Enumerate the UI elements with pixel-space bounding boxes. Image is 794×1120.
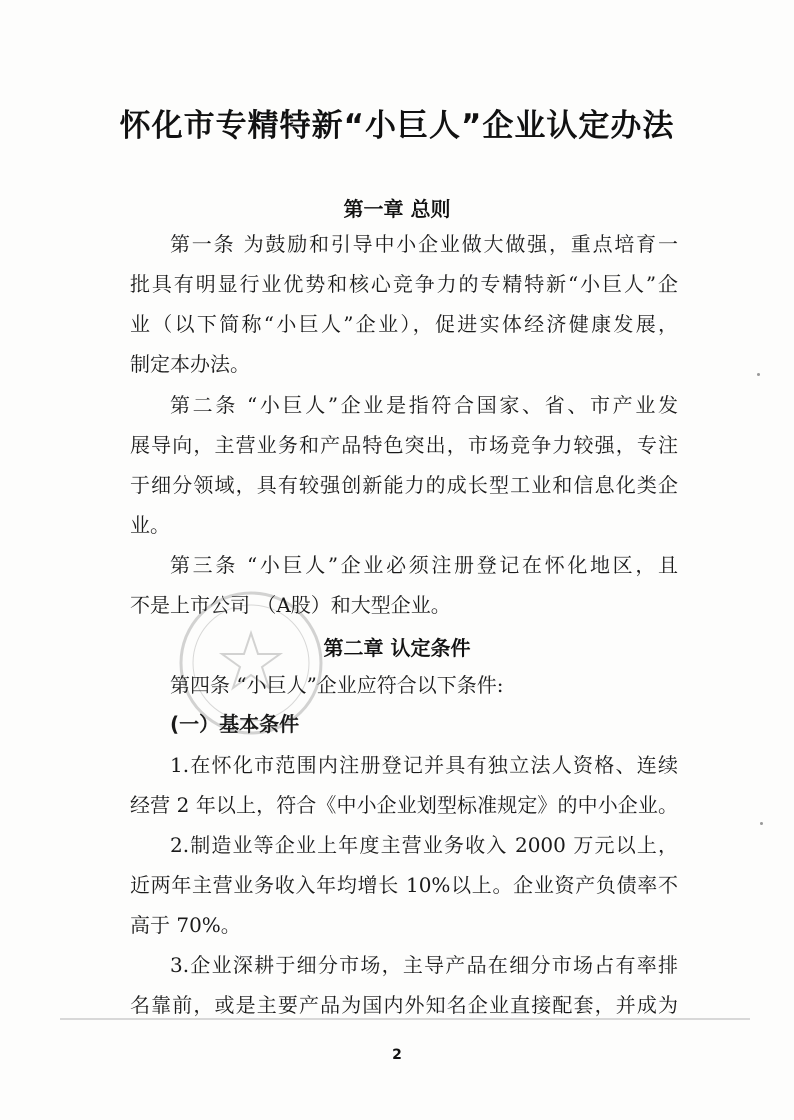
document-title: 怀化市专精特新“小巨人”企业认定办法 [119, 108, 675, 144]
paragraph-line: 批具有明显行业优势和核心竞争力的专精特新“小巨人”企 [130, 272, 678, 296]
paragraph-line: 近两年主营业务收入年均增长 10%以上。企业资产负债率不 [130, 873, 678, 897]
paragraph-line: 名靠前，或是主要产品为国内外知名企业直接配套，并成为 [130, 993, 678, 1017]
paragraph-line: 第四条 “小巨人”企业应符合以下条件: [170, 673, 504, 697]
paragraph-line: 第三条 “小巨人”企业必须注册登记在怀化地区，且 [170, 553, 678, 577]
chapter-heading: 第二章 认定条件 [323, 636, 471, 660]
paragraph-line: 制定本办法。 [130, 352, 250, 376]
paragraph-line: 1.在怀化市范围内注册登记并具有独立法人资格、连续 [170, 753, 678, 777]
page-number: 2 [392, 1047, 402, 1063]
scan-speck [757, 373, 760, 376]
scan-speck [760, 822, 763, 825]
paragraph-line: 业。 [130, 513, 170, 537]
section-heading: (一）基本条件 [170, 712, 300, 736]
paragraph-line: 展导向，主营业务和产品特色突出，市场竞争力较强，专注 [130, 433, 678, 457]
paragraph-line: 不是上市公司 （A股）和大型企业。 [130, 593, 451, 617]
paragraph-line: 经营 2 年以上，符合《中小企业划型标准规定》的中小企业。 [130, 793, 678, 817]
scan-artifact [60, 1018, 750, 1020]
paragraph-line: 3.企业深耕于细分市场，主导产品在细分市场占有率排 [170, 953, 678, 977]
paragraph-line: 第一条 为鼓励和引导中小企业做大做强，重点培育一 [170, 232, 678, 256]
paragraph-line: 业（以下简称“小巨人”企业），促进实体经济健康发展， [130, 312, 678, 336]
paragraph-line: 2.制造业等企业上年度主营业务收入 2000 万元以上， [170, 833, 678, 857]
paragraph-line: 于细分领域，具有较强创新能力的成长型工业和信息化类企 [130, 473, 678, 497]
paragraph-line: 高于 70%。 [130, 913, 241, 937]
paragraph-line: 第二条 “小巨人”企业是指符合国家、省、市产业发 [170, 393, 678, 417]
chapter-heading: 第一章 总则 [343, 197, 451, 221]
